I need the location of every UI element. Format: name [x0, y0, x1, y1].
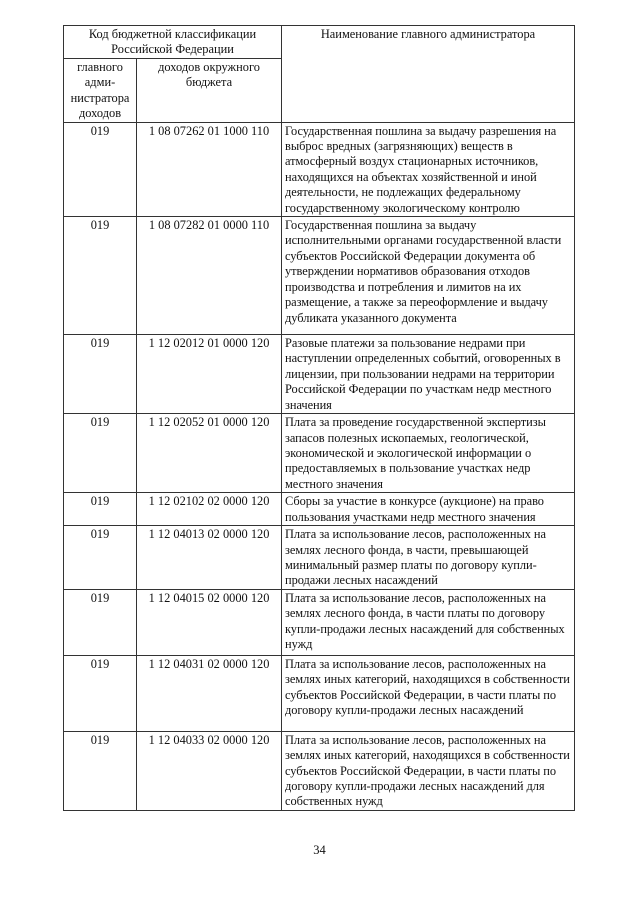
- header-district-budget-income: доходов окружного бюджета: [137, 59, 282, 123]
- administrator-name-cell: Государственная пошлина за выдачу исполнительными органами государственной власти субъектов Российской Федерации документа об утверждении нормативов образования отходов производства и потребления и лимитов на их размещение, а также за переоформление и выдачу дубликата указанного документа: [282, 217, 575, 335]
- table-row: [64, 122, 575, 216]
- administrator-name-cell: Плата за проведение государственной экспертизы запасов полезных ископаемых, геологической, экономической и экологической информации о предоставляемых в пользование участках недр местного значения: [282, 414, 575, 493]
- administrator-name-cell: Плата за использование лесов, расположенных на землях лесного фонда, в части, превышающей минимальный размер платы по договору купли-продажи лесных насаждений: [282, 526, 575, 590]
- table-row: [64, 335, 575, 414]
- admin-code-cell: 019: [64, 493, 137, 526]
- administrator-name-cell: Разовые платежи за пользование недрами при наступлении определенных событий, оговоренных в лицензии, при пользовании недрами на территории Российской Федерации по участкам недр местного значения: [282, 335, 575, 414]
- header-budget-classification-code: Код бюджетной классификации Российской Федерации: [64, 26, 282, 59]
- table-row: [64, 731, 575, 810]
- income-code-cell: 1 12 04013 02 0000 120: [137, 526, 282, 590]
- admin-code-cell: 019: [64, 217, 137, 335]
- admin-code-cell: 019: [64, 589, 137, 655]
- table-row: [64, 414, 575, 493]
- administrator-name-cell: Сборы за участие в конкурсе (аукционе) на право пользования участками недр местного значения: [282, 493, 575, 526]
- table-header-row: [64, 26, 575, 59]
- income-code-cell: 1 12 04033 02 0000 120: [137, 731, 282, 810]
- budget-classification-table: [63, 25, 575, 811]
- income-code-cell: 1 12 02102 02 0000 120: [137, 493, 282, 526]
- income-code-cell: 1 12 04031 02 0000 120: [137, 655, 282, 731]
- income-code-cell: 1 08 07262 01 1000 110: [137, 122, 282, 216]
- administrator-name-cell: Плата за использование лесов, расположенных на землях иных категорий, находящихся в собственности субъектов Российской Федерации, в части платы по договору купли-продажи лесных насаждений: [282, 655, 575, 731]
- page-number: 34: [313, 843, 326, 857]
- income-code-cell: 1 12 04015 02 0000 120: [137, 589, 282, 655]
- table-row: [64, 589, 575, 655]
- admin-code-cell: 019: [64, 655, 137, 731]
- table-row: [64, 526, 575, 590]
- income-code-cell: 1 12 02052 01 0000 120: [137, 414, 282, 493]
- header-administrator-name: Наименование главного администратора: [282, 26, 575, 123]
- admin-code-cell: 019: [64, 526, 137, 590]
- income-code-cell: 1 08 07282 01 0000 110: [137, 217, 282, 335]
- income-code-cell: 1 12 02012 01 0000 120: [137, 335, 282, 414]
- table-row: [64, 655, 575, 731]
- administrator-name-cell: Плата за использование лесов, расположенных на землях лесного фонда, в части платы по договору купли-продажи лесных насаждений для собственных нужд: [282, 589, 575, 655]
- admin-code-cell: 019: [64, 414, 137, 493]
- administrator-name-cell: Государственная пошлина за выдачу разрешения на выброс вредных (загрязняющих) веществ в атмосферный воздух стационарных источников, находящихся на объектах хозяйственной и иной деятельности, не подлежащих федеральному государственному экологическому контролю: [282, 122, 575, 216]
- header-chief-administrator: главного адми-нистратора доходов: [64, 59, 137, 123]
- table-row: [64, 217, 575, 335]
- admin-code-cell: 019: [64, 731, 137, 810]
- table-row: [64, 493, 575, 526]
- admin-code-cell: 019: [64, 122, 137, 216]
- admin-code-cell: 019: [64, 335, 137, 414]
- administrator-name-cell: Плата за использование лесов, расположенных на землях иных категорий, находящихся в собственности субъектов Российской Федерации, в части платы по договору купли-продажи лесных насаждений для собственных нужд: [282, 731, 575, 810]
